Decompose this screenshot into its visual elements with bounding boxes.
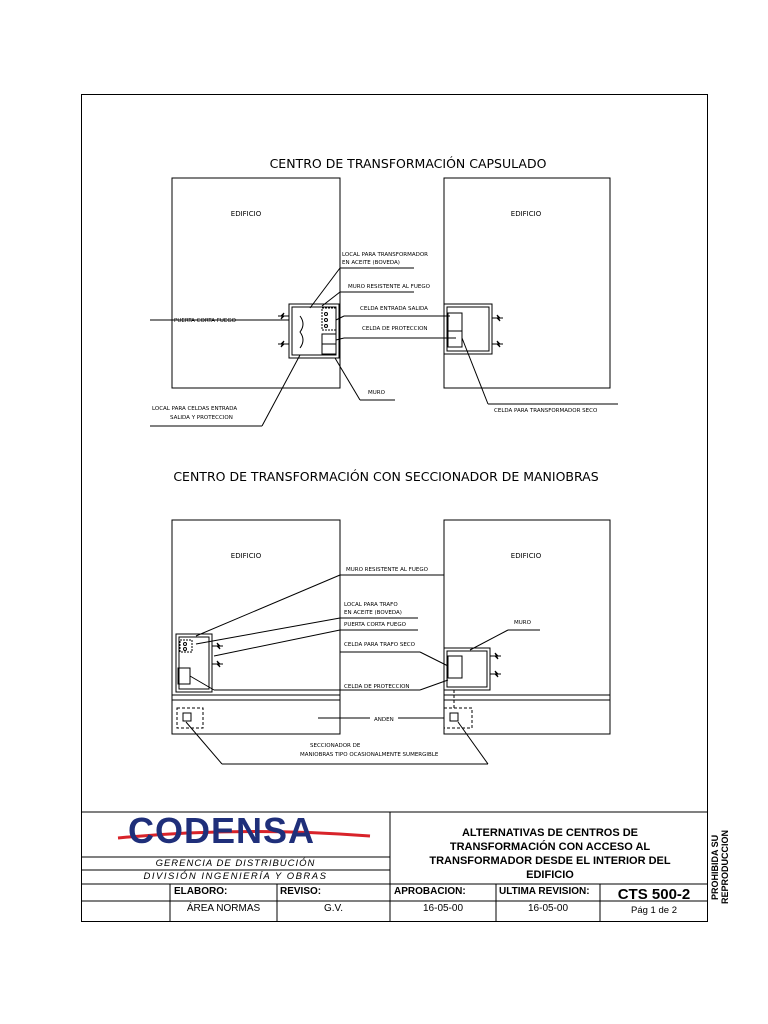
s1-celda-proteccion: CELDA DE PROTECCION: [362, 326, 428, 332]
seccionador-left: [177, 708, 203, 728]
s1-puerta-corta-fuego: PUERTA CORTA FUEGO: [174, 318, 236, 324]
s1-local-transformador-2: EN ACEITE (BOVEDA): [342, 260, 400, 266]
trafo-local-2: [176, 634, 212, 692]
s1-local-celdas-1: LOCAL PARA CELDAS ENTRADA: [152, 406, 238, 412]
reviso-header: REVISO:: [280, 886, 322, 897]
s2-local-trafo-2: EN ACEITE (BOVEDA): [344, 610, 402, 616]
s1-celda-transformador-seco: CELDA PARA TRANSFORMADOR SECO: [494, 408, 598, 414]
codensa-logo: CODENSA: [128, 810, 316, 851]
aprobacion-header: APROBACION:: [394, 886, 466, 897]
s2-seccionador-1: SECCIONADOR DE: [310, 743, 361, 749]
s2-muro: MURO: [514, 620, 531, 626]
reproduction-notice: PROHIBIDA SU REPRODUCCION: [710, 830, 730, 905]
document-title: ALTERNATIVAS DE CENTROS DE TRANSFORMACIÓN CON ACCESO AL TRANSFORMADOR DESDE EL INTERIOR DEL EDIFICIO: [429, 827, 671, 881]
dry-trafo-cell-2: [444, 648, 490, 690]
s1-right-building-label: EDIFICIO: [510, 210, 542, 218]
reviso-value: G.V.: [323, 903, 344, 914]
ultima-revision-value: 16-05-00: [527, 903, 569, 914]
s1-local-transformador-1: LOCAL PARA TRANSFORMADOR: [342, 252, 428, 258]
section-1-title: CENTRO DE TRANSFORMACIÓN CAPSULADO: [269, 156, 547, 171]
aprobacion-value: 16-05-00: [422, 903, 464, 914]
s2-anden: ANDEN: [374, 717, 394, 723]
s1-celda-entrada-salida: CELDA ENTRADA SALIDA: [360, 306, 428, 312]
s2-muro-resistente: MURO RESISTENTE AL FUEGO: [346, 567, 428, 573]
document-code: CTS 500-2: [617, 886, 691, 903]
transformer-local-1: [289, 304, 339, 358]
s2-celda-trafo-seco: CELDA PARA TRAFO SECO: [344, 642, 415, 648]
s2-local-trafo-1: LOCAL PARA TRAFO: [344, 602, 398, 608]
ultima-revision-header: ULTIMA REVISION:: [499, 886, 590, 897]
gerencia-label: GERENCIA DE DISTRIBUCIÓN: [155, 858, 316, 869]
s2-left-building-label: EDIFICIO: [230, 552, 262, 560]
s2-celda-proteccion: CELDA DE PROTECCION: [344, 684, 410, 690]
s1-local-celdas-2: SALIDA Y PROTECCION: [170, 415, 233, 421]
section-2-title: CENTRO DE TRANSFORMACIÓN CON SECCIONADOR DE MANIOBRAS: [173, 469, 599, 484]
s2-puerta-corta-fuego: PUERTA CORTA FUEGO: [344, 622, 406, 628]
s2-right-building-label: EDIFICIO: [510, 552, 542, 560]
s1-left-building-label: EDIFICIO: [230, 210, 262, 218]
elaboro-header: ELABORO:: [174, 886, 228, 897]
elaboro-value: ÁREA NORMAS: [186, 903, 261, 914]
s1-muro: MURO: [368, 390, 385, 396]
page-number: Pág 1 de 2: [631, 905, 677, 916]
s1-muro-resistente: MURO RESISTENTE AL FUEGO: [348, 284, 430, 290]
s2-seccionador-2: MANIOBRAS TIPO OCASIONALMENTE SUMERGIBLE: [300, 752, 439, 758]
division-label: DIVISIÓN INGENIERÍA Y OBRAS: [143, 871, 328, 882]
